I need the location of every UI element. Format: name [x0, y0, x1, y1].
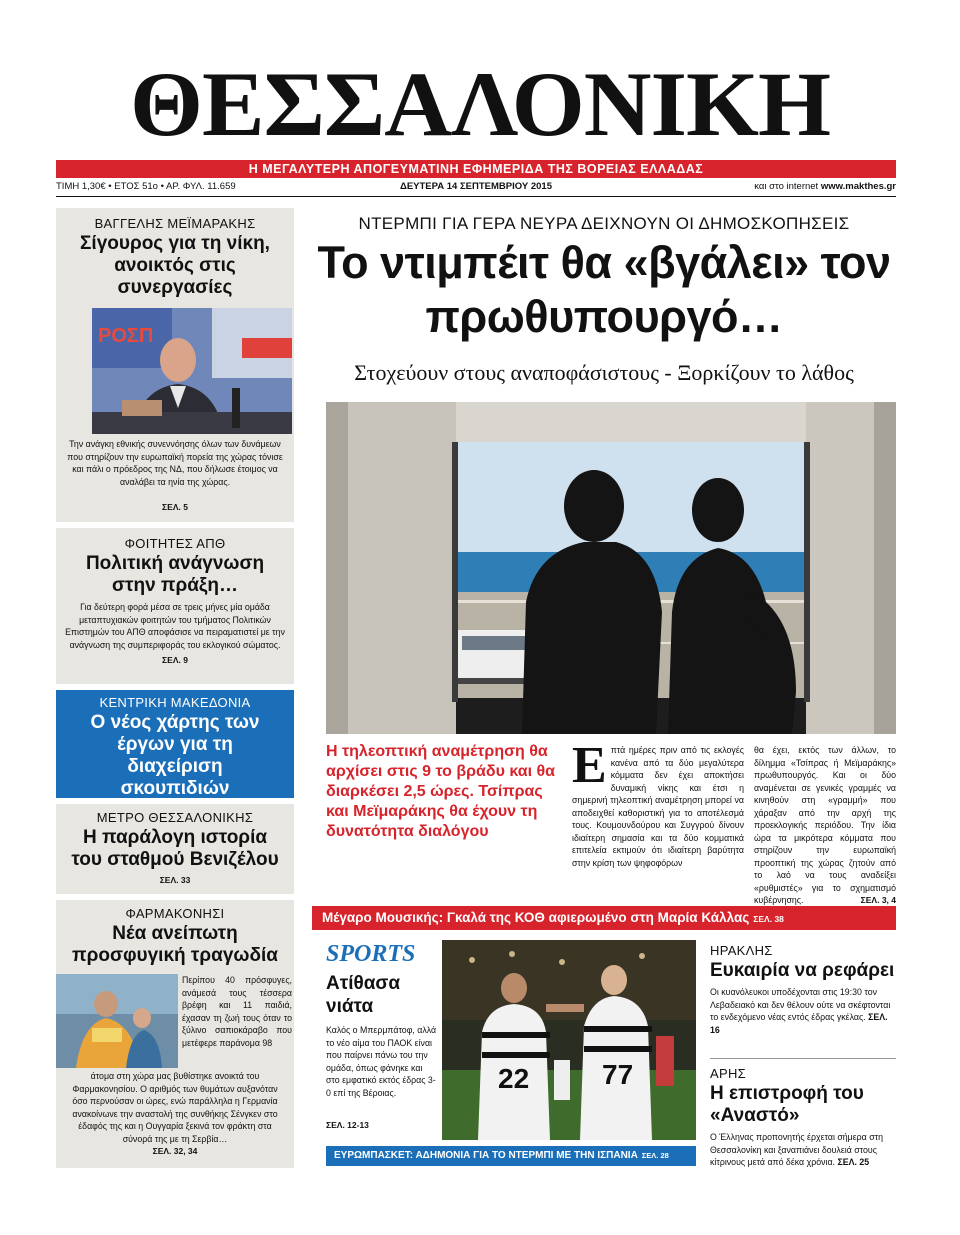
meimarakis-photo	[92, 308, 292, 434]
article-title: Η επιστροφή του «Αναστό»	[710, 1083, 864, 1126]
price-info: ΤΙΜΗ 1,30€ • ΕΤΟΣ 51ο • ΑΡ. ΦΥΛ. 11.659	[56, 181, 236, 192]
eurobasket-text: ΕΥΡΩΜΠΑΣΚΕΤ: ΑΔΗΜΟΝΙΑ ΓΙΑ ΤΟ ΝΤΕΡΜΠΙ ΜΕ ΤΗΝ ΙΣΠΑΝΙΑ	[334, 1150, 638, 1161]
main-body-col2: θα έχει, εκτός των άλλων, το δίλημμα «Τσίπρας ή Μεϊμαράκης» πρωθυπουργός. Και οι δύο αναμένεται σε γενικές γραμμές να κινηθούν στη «γραμμή» που χάραξαν από την αρχή της προεκλογικής περιόδου. Την ίδια ώρα τα μικρότερα κόμματα που στηρίζουν την ευρωπαϊκή προοπτική της χώρας ζητούν από το λαό να τους αναδείξει «ρυθμιστές» για το σχηματισμό κυβέρνησης. ΣΕΛ. 3, 4	[754, 745, 896, 905]
sports-body: Καλός ο Μπερμπάτοφ, αλλά το νέο αίμα του ΠΑΟΚ είναι που παίρνει πάνω του την ομάδα, όπως φάνηκε και στο εμφατικό εκτός έδρας 3-0 επί της Βέροιας.	[326, 1025, 437, 1098]
jersey-number-left: 22	[498, 1063, 530, 1094]
article-body: Για δεύτερη φορά μέσα σε τρεις μήνες μία ομάδα μεταπτυχιακών φοιτητών του τμήματος Πολιτικών Επιστημών του ΑΠΘ αποφάσισε να πειραματιστεί με την ανάγνωση της συμπεριφοράς του εκλογικού σώματος.	[65, 602, 285, 650]
article-title: Πολιτική ανάγνωση στην πράξη…	[85, 553, 265, 596]
page-ref: ΣΕΛ. 33	[159, 875, 191, 885]
article-body: άτομα στη χώρα μας βυθίστηκε ανοικτά του Φαρμακονησίου. Ο αριθμός των θυμάτων αυξανόταν όσο περνούσαν οι ώρες, ενώ παράλληλα η Γερμανία ανακοίνωνε την αναστολή της συνθήκης Σένγκεν στο έδαφός της και η Ουγγαρία ξεκινά τον φράκτη στα σύνορά της με τη Σερβία…	[72, 1071, 278, 1144]
banner-page-ref: ΣΕΛ. 38	[753, 914, 784, 924]
dateline	[56, 179, 896, 195]
article-body: Την ανάγκη εθνικής συνεννόησης όλων των δυνάμεων που στηρίζουν την ευρωπαϊκή πορεία της χώρας τόνισε και πάλι ο πρόεδρος της ΝΔ, που δήλωσε έτοιμος να αναλάβει τα ηνία της χώρας.	[67, 439, 283, 487]
page-ref: ΣΕΛ. 16	[710, 1012, 888, 1035]
eurobasket-bar[interactable]	[326, 1146, 696, 1166]
jersey-number-right: 77	[602, 1059, 634, 1090]
sports-page-ref: ΣΕΛ. 12-13	[326, 1120, 369, 1130]
eurobasket-page-ref: ΣΕΛ. 28	[641, 1151, 669, 1160]
main-lead: Η τηλεοπτική αναμέτρηση θα αρχίσει στις 9 το βράδυ και θα διαρκέσει 2,5 ώρες. Τσίπρας και Μεϊμαράκης θα έχουν τη δυνατότητα διαλόγου	[326, 743, 555, 840]
article-aris[interactable]	[710, 1066, 898, 1169]
article-kicker: ΑΡΗΣ	[710, 1066, 746, 1081]
article-title: Η παράλογη ιστορία του σταθμού Βενιζέλου	[71, 827, 279, 870]
main-body-col1: Επτά ημέρες πριν από τις εκλογές κανένα από τα δύο μεγαλύτερα κόμματα δεν έχει αποκτήσει δυναμική νίκης και έτσι η σημερινή τηλεοπτική αναμέτρηση μπορεί να αποδειχθεί καθοριστική για το αποτέλεσμά τους. Κουμουνδούρου και Συγγρού δίνουν ιδιαίτερη σημασία και τα δύο κομματικά επιτελεία εκτιμούν ότι ιδιαίτερη βαρύτητα στην κρίση των ψηφοφόρων	[572, 737, 744, 868]
issue-date: ΔΕΥΤΕΡΑ 14 ΣΕΠΤΕΜΒΡΙΟΥ 2015	[400, 181, 552, 192]
sports-headline[interactable]: Ατίθασα νιάτα	[326, 973, 401, 1017]
event-banner[interactable]	[312, 906, 896, 930]
right-divider	[710, 1058, 896, 1059]
page-ref: ΣΕΛ. 32, 34	[152, 1146, 198, 1156]
article-kicker: ΗΡΑΚΛΗΣ	[710, 943, 773, 958]
article-farmakonisi[interactable]	[56, 900, 294, 1168]
main-subheadline: Στοχεύουν στους αναποφάσιστους - Ξορκίζουν το λάθος	[354, 360, 854, 385]
football-photo	[442, 940, 696, 1140]
article-kicker: ΦΟΙΤΗΤΕΣ ΑΠΘ	[124, 536, 226, 551]
main-photo	[326, 402, 896, 734]
main-headline[interactable]: Το ντιμπέιτ θα «βγάλει» τον πρωθυπουργό…	[317, 237, 891, 342]
article-title: Ο νέος χάρτης των έργων για τη διαχείριση σκουπιδιών	[90, 712, 260, 799]
dropcap: Ε	[572, 737, 607, 794]
page-ref: ΣΕΛ. 25	[837, 1157, 870, 1167]
article-kicker: ΦΑΡΜΑΚΟΝΗΣΙ	[125, 906, 225, 921]
masthead	[0, 53, 960, 155]
football-illustration	[442, 940, 696, 1140]
silhouettes-illustration	[326, 402, 896, 734]
article-meimarakis[interactable]	[56, 208, 294, 522]
article-title: Σίγουρος για τη νίκη, ανοικτός στις συνεργασίες	[80, 233, 270, 298]
page-ref: ΣΕΛ. 3, 4	[860, 895, 896, 905]
article-body: Οι κυανόλευκοι υποδέχονται στις 19:30 τον Λεβαδειακό και δεν θέλουν ούτε να σκέφτονται το ενδεχόμενο νέας εντός έδρας γκέλας. ΣΕΛ. 16	[710, 987, 891, 1035]
article-title: Ευκαιρία να ρεφάρει	[710, 960, 895, 981]
header-rule	[56, 196, 896, 197]
refugee-illustration	[56, 974, 178, 1068]
page-ref: ΣΕΛ. 9	[162, 655, 188, 665]
article-body: Ο Έλληνας προπονητής έρχεται σήμερα στη Θεσσαλονίκη και ξαναπιάνει δουλειά στους κίτρινους μετά από δέκα χρόνια. ΣΕΛ. 25	[710, 1132, 884, 1167]
meimarakis-illustration	[92, 308, 292, 434]
article-students[interactable]	[56, 528, 294, 684]
article-iraklis[interactable]	[710, 943, 898, 1036]
article-kicker: ΚΕΝΤΡΙΚΗ ΜΑΚΕΔΟΝΙΑ	[99, 695, 251, 710]
article-body-side: Περίπου 40 πρόσφυγες, ανάμεσά τους τέσσερα βρέφη και 11 παιδιά, έχασαν τη ζωή τους όταν το ξύλινο σαπιοκάραβο που μετέφερε παράνομα 98	[182, 975, 292, 1048]
newspaper-title: ΘΕΣΣΑΛΟΝΙΚΗ	[130, 53, 830, 155]
article-kicker: ΜΕΤΡΟ ΘΕΣΣΑΛΟΝΙΚΗΣ	[96, 810, 254, 825]
article-kicker: ΒΑΓΓΕΛΗΣ ΜΕΪΜΑΡΑΚΗΣ	[94, 216, 256, 231]
article-metro[interactable]	[56, 804, 294, 894]
banner-text: Μέγαρο Μουσικής: Γκαλά της ΚΟΘ αφιερωμένο στη Μαρία Κάλλας	[322, 910, 750, 925]
website-url[interactable]: www.makthes.gr	[820, 181, 896, 192]
sports-label: SPORTS	[326, 941, 416, 967]
page-ref: ΣΕΛ. 5	[162, 502, 188, 512]
svg-text:ΡΟΣΠ: ΡΟΣΠ	[98, 325, 154, 347]
tagline-bar: Η ΜΕΓΑΛΥΤΕΡΗ ΑΠΟΓΕΥΜΑΤΙΝΗ ΕΦΗΜΕΡΙΔΑ ΤΗΣ ΒΟΡΕΙΑΣ ΕΛΛΑΔΑΣ	[56, 160, 896, 178]
article-macedonia[interactable]	[56, 690, 294, 798]
refugee-photo	[56, 974, 178, 1068]
website: και στο internet www.makthes.gr	[754, 181, 896, 192]
article-title: Νέα ανείπωτη προσφυγική τραγωδία	[72, 923, 278, 966]
main-kicker: ΝΤΕΡΜΠΙ ΓΙΑ ΓΕΡΑ ΝΕΥΡΑ ΔΕΙΧΝΟΥΝ ΟΙ ΔΗΜΟΣΚΟΠΗΣΕΙΣ	[358, 214, 850, 233]
